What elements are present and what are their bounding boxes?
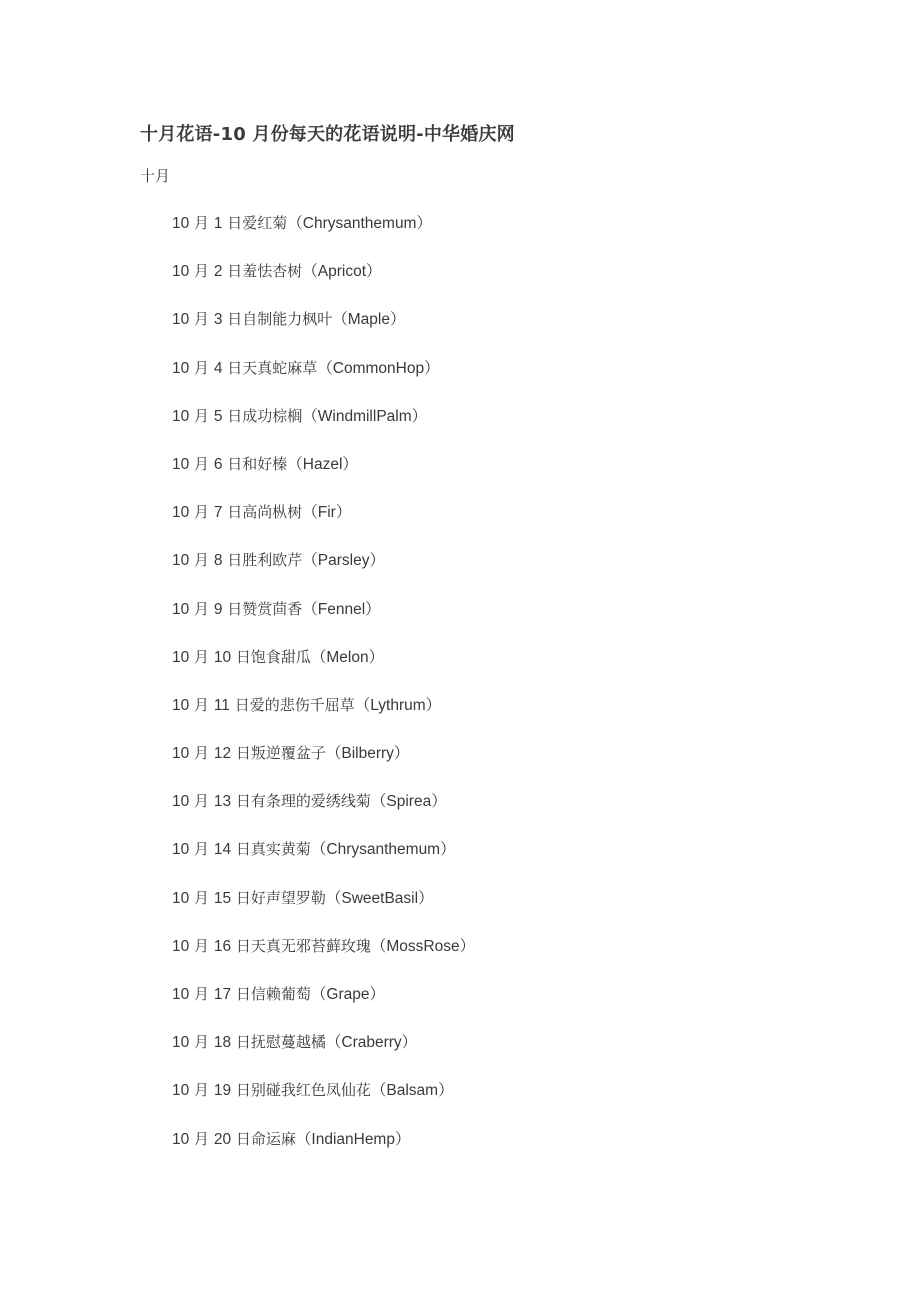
entry-meaning-flower: 胜利欧芹 <box>242 551 303 570</box>
entry-day-char: 日 <box>235 1129 251 1148</box>
entry-day-char: 日 <box>227 262 243 281</box>
entry-day: 15 <box>213 889 232 907</box>
entry-day-char: 日 <box>227 599 243 618</box>
entry-month: 10 <box>172 1034 190 1052</box>
entry-month-char: 月 <box>194 888 210 907</box>
entry-meaning-flower: 好声望罗勒 <box>250 888 326 907</box>
entry-day: 17 <box>213 986 232 1003</box>
entry-day-char: 日 <box>235 792 251 811</box>
list-item <box>172 548 475 596</box>
list-item <box>172 934 475 982</box>
entry-day: 3 <box>213 311 223 329</box>
entry-meaning-flower: 羞怯杏树 <box>242 262 303 281</box>
entry-day-char: 日 <box>235 744 251 763</box>
entry-english-name: （Maple） <box>332 311 406 329</box>
entry-english-name: （Lythrum） <box>354 696 442 714</box>
list-item <box>172 645 475 693</box>
list-item <box>172 837 475 885</box>
entry-day: 7 <box>213 504 223 522</box>
entry-day-char: 日 <box>227 454 243 473</box>
entry-month: 10 <box>172 1082 190 1100</box>
entry-day-char: 日 <box>227 214 243 232</box>
list-item <box>172 1078 475 1126</box>
entry-month: 10 <box>172 696 190 714</box>
entry-english-name: （Parsley） <box>302 552 385 570</box>
entry-month-char: 月 <box>194 551 210 570</box>
entry-month: 10 <box>172 504 190 522</box>
entry-month: 10 <box>172 841 190 859</box>
entry-english-name: （CommonHop） <box>317 359 440 377</box>
entry-day: 2 <box>213 263 223 281</box>
list-item <box>172 452 475 500</box>
entry-month: 10 <box>172 552 190 570</box>
entry-english-name: （IndianHemp） <box>295 1130 411 1148</box>
entry-english-name: （MossRose） <box>370 937 476 955</box>
entry-day-char: 日 <box>227 406 243 425</box>
entry-month: 10 <box>172 1130 190 1148</box>
entry-english-name: （Grape） <box>310 986 385 1003</box>
entry-month-char: 月 <box>194 262 210 281</box>
flower-entry-list <box>172 211 475 1175</box>
list-item <box>172 693 475 741</box>
entry-english-name: （Bilberry） <box>325 745 410 763</box>
entry-english-name: （Craberry） <box>325 1034 418 1052</box>
entry-month-char: 月 <box>194 503 210 522</box>
entry-day: 9 <box>213 600 223 618</box>
list-item <box>172 211 475 259</box>
entry-meaning-flower: 命运麻 <box>250 1129 296 1148</box>
entry-month-char: 月 <box>194 647 210 666</box>
entry-meaning-flower: 自制能力枫叶 <box>242 310 333 329</box>
entry-month-char: 月 <box>194 1081 210 1100</box>
section-heading-october: 十月 <box>140 167 171 185</box>
entry-month-char: 月 <box>194 406 210 425</box>
entry-month-char: 月 <box>194 792 210 811</box>
entry-meaning-flower: 爱的悲伤千屈草 <box>249 695 355 714</box>
entry-meaning-flower: 和好榛 <box>242 454 288 473</box>
entry-meaning-flower: 有条理的爱绣线菊 <box>250 792 371 811</box>
entry-english-name: （Spirea） <box>370 793 447 811</box>
entry-day-char: 日 <box>235 1081 251 1100</box>
entry-meaning-flower: 真实黄菊 <box>250 840 311 859</box>
list-item <box>172 1127 475 1175</box>
entry-english-name: （Chrysanthemum） <box>287 215 432 232</box>
entry-day: 1 <box>213 215 223 232</box>
entry-day: 18 <box>213 1034 232 1052</box>
entry-day-char: 日 <box>235 840 251 859</box>
entry-month: 10 <box>172 263 190 281</box>
entry-month: 10 <box>172 311 190 329</box>
entry-day: 10 <box>213 648 232 666</box>
entry-day-char: 日 <box>227 503 243 522</box>
entry-day: 4 <box>213 359 223 377</box>
entry-month: 10 <box>172 986 190 1003</box>
list-item <box>172 1030 475 1078</box>
entry-english-name: （Balsam） <box>370 1082 454 1100</box>
entry-month: 10 <box>172 745 190 763</box>
entry-month-char: 月 <box>194 840 210 859</box>
entry-month-char: 月 <box>194 1033 210 1052</box>
list-item <box>172 789 475 837</box>
entry-meaning-flower: 抚慰蔓越橘 <box>250 1033 326 1052</box>
list-item <box>172 307 475 355</box>
list-item <box>172 356 475 404</box>
entry-month: 10 <box>172 455 190 473</box>
entry-meaning-flower: 赞赏茴香 <box>242 599 303 618</box>
entry-day-char: 日 <box>235 985 251 1003</box>
entry-month-char: 月 <box>194 1129 210 1148</box>
entry-month-char: 月 <box>194 936 210 955</box>
entry-day-char: 日 <box>227 358 243 377</box>
entry-meaning-flower: 高尚枞树 <box>242 503 303 522</box>
entry-month-char: 月 <box>194 358 210 377</box>
list-item <box>172 741 475 789</box>
entry-meaning-flower: 天真蛇麻草 <box>242 358 318 377</box>
entry-meaning-flower: 饱食甜瓜 <box>250 647 311 666</box>
entry-day: 8 <box>213 552 223 570</box>
entry-english-name: （Fir） <box>302 504 352 522</box>
entry-month: 10 <box>172 359 190 377</box>
entry-day: 14 <box>213 841 232 859</box>
entry-month: 10 <box>172 215 190 232</box>
entry-day-char: 日 <box>227 551 243 570</box>
entry-month-char: 月 <box>194 744 210 763</box>
entry-day: 20 <box>213 1130 232 1148</box>
entry-month-char: 月 <box>194 214 210 232</box>
list-item <box>172 259 475 307</box>
entry-day-char: 日 <box>235 647 251 666</box>
entry-day: 5 <box>213 407 223 425</box>
entry-english-name: （Chrysanthemum） <box>310 841 456 859</box>
entry-english-name: （SweetBasil） <box>325 889 434 907</box>
entry-day-char: 日 <box>235 888 251 907</box>
entry-day: 16 <box>213 937 232 955</box>
entry-month: 10 <box>172 937 190 955</box>
list-item <box>172 500 475 548</box>
entry-day: 6 <box>213 455 223 473</box>
document-title: 十月花语-10 月份每天的花语说明-中华婚庆网 <box>140 124 515 145</box>
entry-month-char: 月 <box>194 454 210 473</box>
list-item <box>172 404 475 452</box>
entry-month-char: 月 <box>194 599 210 618</box>
entry-english-name: （Melon） <box>310 648 385 666</box>
entry-month: 10 <box>172 793 190 811</box>
entry-day-char: 日 <box>234 695 250 714</box>
entry-day-char: 日 <box>235 936 251 955</box>
entry-month: 10 <box>172 407 190 425</box>
entry-day: 13 <box>213 793 232 811</box>
entry-english-name: （WindmillPalm） <box>302 407 428 425</box>
entry-day-char: 日 <box>235 1033 251 1052</box>
list-item <box>172 886 475 934</box>
entry-meaning-flower: 信赖葡萄 <box>250 985 311 1003</box>
entry-month: 10 <box>172 889 190 907</box>
entry-meaning-flower: 别碰我红色凤仙花 <box>250 1081 371 1100</box>
entry-month-char: 月 <box>194 310 210 329</box>
entry-month-char: 月 <box>194 695 210 714</box>
entry-day: 12 <box>213 745 232 763</box>
entry-month: 10 <box>172 600 190 618</box>
list-item <box>172 597 475 645</box>
entry-english-name: （Hazel） <box>287 455 358 473</box>
entry-month-char: 月 <box>194 985 210 1003</box>
entry-english-name: （Apricot） <box>302 263 382 281</box>
entry-meaning-flower: 天真无邪苔藓玫瑰 <box>250 936 371 955</box>
entry-english-name: （Fennel） <box>302 600 381 618</box>
list-item <box>172 982 475 1030</box>
entry-meaning-flower: 叛逆覆盆子 <box>250 744 326 763</box>
entry-meaning-flower: 成功棕榈 <box>242 406 303 425</box>
entry-meaning-flower: 爱红菊 <box>242 214 288 232</box>
entry-day: 19 <box>213 1082 232 1100</box>
entry-month: 10 <box>172 648 190 666</box>
entry-day: 11 <box>213 696 230 714</box>
entry-day-char: 日 <box>227 310 243 329</box>
